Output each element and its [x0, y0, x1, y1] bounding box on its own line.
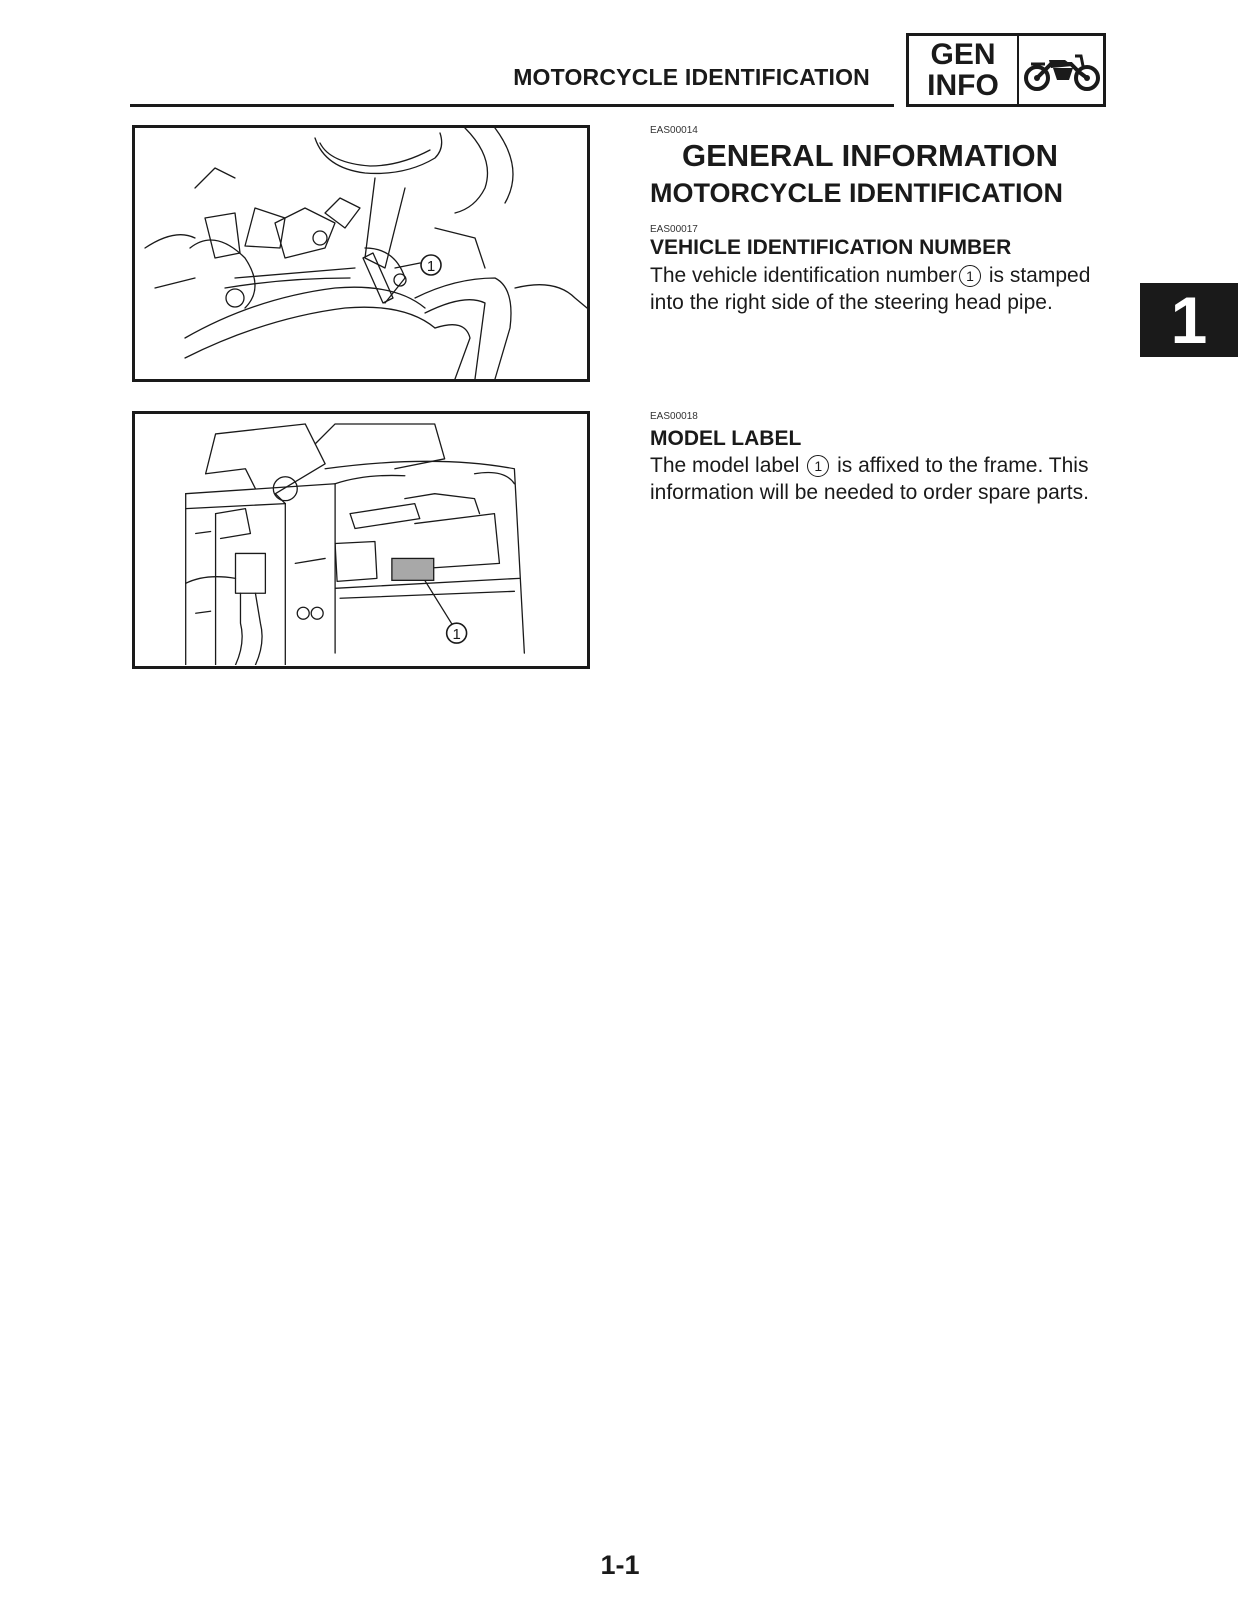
fig2-callout-number: 1	[452, 626, 461, 644]
badge-line-info: INFO	[927, 69, 999, 102]
section-code: EAS00018	[650, 411, 698, 422]
figure-steering-head	[132, 125, 590, 382]
subtitle: MOTORCYCLE IDENTIFICATION	[650, 178, 1063, 208]
model-label-paragraph	[650, 452, 1120, 506]
main-title: GENERAL INFORMATION	[682, 138, 1059, 173]
chapter-tab: 1	[1140, 283, 1238, 357]
vin-heading: VEHICLE IDENTIFICATION NUMBER	[650, 236, 1012, 259]
model-callout: 1	[807, 455, 829, 477]
vin-callout: 1	[959, 265, 981, 287]
vin-text-part2: is stamped into the right side of the steering head pipe.	[650, 264, 1091, 314]
header-section-title: MOTORCYCLE IDENTIFICATION	[513, 64, 870, 90]
model-label-heading: MODEL LABEL	[650, 427, 802, 450]
gen-info-label	[909, 36, 1019, 104]
motorcycle-icon	[1021, 42, 1103, 100]
model-label-illustration	[135, 414, 587, 665]
vin-text-part1: The vehicle identification number	[650, 264, 958, 287]
badge-line-gen: GEN	[930, 38, 996, 71]
section-code: EAS00014	[650, 125, 698, 136]
fig1-callout-number: 1	[426, 258, 436, 275]
vin-paragraph	[650, 262, 1120, 316]
gen-info-badge	[906, 33, 1106, 107]
model-text-part2: is affixed to the frame. This information will be needed to order spare parts.	[650, 454, 1089, 504]
model-text-part1: The model label	[650, 454, 806, 477]
header-rule	[130, 104, 894, 107]
page-number: 1-1	[600, 1550, 640, 1580]
section-code: EAS00017	[650, 224, 698, 235]
figure-model-label	[132, 411, 590, 669]
model-label-sticker	[392, 558, 434, 580]
steering-head-illustration	[135, 128, 587, 379]
